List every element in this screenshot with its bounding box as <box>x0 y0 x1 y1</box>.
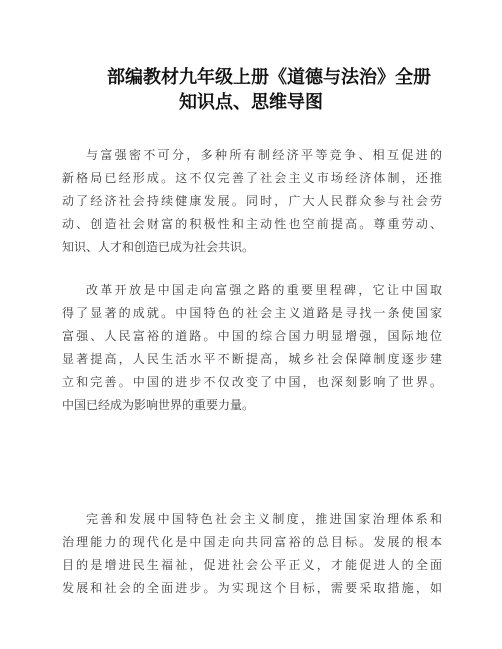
document-title-line-1: 部编教材九年级上册《道德与法治》全册 <box>107 67 431 88</box>
paragraph-line: 目的是增进民生福祉，促进社会公平正义，才能促进人的全面 <box>62 558 442 572</box>
paragraph-line: 富强、人民富裕的道路。中国的综合国力明显增强，国际地位 <box>62 329 442 343</box>
paragraph-line: 改革开放是中国走向富强之路的重要里程碑，它让中国取 <box>86 283 442 297</box>
paragraph-line: 新格局已经形成。这不仅完善了社会主义市场经济体制，还推 <box>62 171 442 185</box>
paragraph-2 <box>62 279 442 417</box>
paragraph-line: 中国已经成为影响世界的重要力量。 <box>62 398 255 412</box>
document-title-line-2: 知识点、思维导图 <box>179 92 323 113</box>
paragraph-line: 治理能力的现代化是中国走向共同富裕的总目标。发展的根本 <box>62 535 442 549</box>
paragraph-3 <box>62 508 442 600</box>
paragraph-line: 完善和发展中国特色社会主义制度，推进国家治理体系和 <box>86 512 442 526</box>
paragraph-line: 立和完善。中国的进步不仅改变了中国，也深刻影响了世界。 <box>62 375 442 389</box>
paragraph-line: 知识、人才和创造已成为社会共识。 <box>62 240 255 254</box>
paragraph-1 <box>62 144 442 259</box>
paragraph-line: 发展和社会的全面进步。为实现这个目标，需要采取措施，如 <box>62 581 442 595</box>
paragraph-line: 动、创造社会财富的积极性和主动性也空前提高。尊重劳动、 <box>62 217 442 231</box>
paragraph-line: 与富强密不可分，多种所有制经济平等竞争、相互促进的 <box>86 148 442 162</box>
paragraph-line: 动了经济社会持续健康发展。同时，广大人民群众参与社会劳 <box>62 194 442 208</box>
paragraph-line: 显著提高，人民生活水平不断提高，城乡社会保障制度逐步建 <box>62 352 442 366</box>
paragraph-line: 得了显著的成就。中国特色的社会主义道路是寻找一条使国家 <box>62 306 442 320</box>
